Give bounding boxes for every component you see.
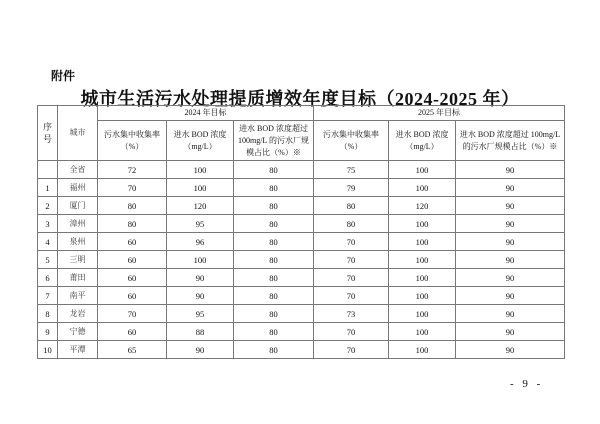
row-value: 80	[234, 287, 314, 305]
row-value: 70	[314, 251, 389, 269]
table-row	[38, 341, 565, 359]
header-group-2025: 2025 年目标	[314, 106, 565, 121]
row-value: 90	[456, 269, 565, 287]
row-value: 100	[167, 251, 234, 269]
targets-table	[37, 105, 565, 359]
row-value: 60	[98, 287, 167, 305]
row-value: 80	[314, 197, 389, 215]
row-city: 全省	[58, 161, 98, 179]
row-value: 100	[167, 179, 234, 197]
table-row	[38, 161, 565, 179]
row-value: 100	[389, 269, 456, 287]
row-value: 80	[234, 323, 314, 341]
row-index: 2	[38, 197, 58, 215]
page-title: 城市生活污水处理提质增效年度目标（2024-2025 年）	[80, 89, 520, 109]
row-value: 80	[98, 197, 167, 215]
table-row	[38, 305, 565, 323]
row-value: 70	[314, 341, 389, 359]
header-bod-share-2024: 进水 BOD 浓度超过 100mg/L 的污水厂规模占比（%）※	[234, 121, 314, 161]
table-row	[38, 233, 565, 251]
row-value: 90	[167, 287, 234, 305]
row-city: 漳州	[58, 215, 98, 233]
row-index: 4	[38, 233, 58, 251]
row-value: 90	[456, 161, 565, 179]
row-value: 80	[234, 233, 314, 251]
table-row	[38, 179, 565, 197]
row-value: 79	[314, 179, 389, 197]
row-index: 8	[38, 305, 58, 323]
row-value: 70	[314, 233, 389, 251]
header-bod-2024: 进水 BOD 浓度（mg/L）	[167, 121, 234, 161]
row-value: 60	[98, 323, 167, 341]
table-row	[38, 323, 565, 341]
header-city: 城市	[58, 106, 98, 161]
row-index: 7	[38, 287, 58, 305]
row-value: 80	[234, 251, 314, 269]
row-value: 70	[314, 287, 389, 305]
row-value: 80	[234, 161, 314, 179]
row-index: 6	[38, 269, 58, 287]
row-index: 9	[38, 323, 58, 341]
header-collection-rate-2024: 污水集中收集率（%）	[98, 121, 167, 161]
row-value: 100	[167, 161, 234, 179]
row-value: 90	[456, 233, 565, 251]
row-value: 70	[314, 269, 389, 287]
header-bod-share-2025: 进水 BOD 浓度超过 100mg/L 的污水厂规模占比（%）※	[456, 121, 565, 161]
row-value: 100	[389, 287, 456, 305]
row-city: 福州	[58, 179, 98, 197]
header-index: 序号	[38, 106, 58, 161]
row-index: 5	[38, 251, 58, 269]
row-value: 95	[167, 215, 234, 233]
row-value: 96	[167, 233, 234, 251]
table-row	[38, 215, 565, 233]
row-value: 100	[389, 341, 456, 359]
row-value: 80	[234, 179, 314, 197]
row-value: 90	[456, 305, 565, 323]
row-value: 100	[389, 305, 456, 323]
row-city: 平潭	[58, 341, 98, 359]
table-row	[38, 197, 565, 215]
row-value: 100	[389, 215, 456, 233]
row-city: 龙岩	[58, 305, 98, 323]
row-value: 88	[167, 323, 234, 341]
row-value: 60	[98, 233, 167, 251]
row-index: 1	[38, 179, 58, 197]
page-number: - 9 -	[510, 378, 544, 390]
row-value: 60	[98, 269, 167, 287]
row-value: 80	[234, 269, 314, 287]
row-value: 100	[389, 323, 456, 341]
row-value: 100	[389, 161, 456, 179]
row-value: 80	[234, 215, 314, 233]
row-value: 60	[98, 251, 167, 269]
row-value: 120	[389, 197, 456, 215]
header-collection-rate-2025: 污水集中收集率（%）	[314, 121, 389, 161]
row-city: 厦门	[58, 197, 98, 215]
table-row	[38, 251, 565, 269]
row-index: 3	[38, 215, 58, 233]
row-value: 100	[389, 251, 456, 269]
row-value: 80	[314, 215, 389, 233]
row-value: 90	[456, 323, 565, 341]
row-value: 90	[456, 197, 565, 215]
row-value: 73	[314, 305, 389, 323]
row-index	[38, 161, 58, 179]
row-value: 75	[314, 161, 389, 179]
row-city: 莆田	[58, 269, 98, 287]
row-value: 120	[167, 197, 234, 215]
row-value: 80	[234, 305, 314, 323]
row-value: 100	[389, 233, 456, 251]
row-value: 90	[167, 269, 234, 287]
row-value: 65	[98, 341, 167, 359]
header-bod-2025: 进水 BOD 浓度（mg/L）	[389, 121, 456, 161]
header-group-2024: 2024 年目标	[98, 106, 314, 121]
row-value: 70	[98, 179, 167, 197]
table-row	[38, 269, 565, 287]
row-value: 90	[456, 179, 565, 197]
attachment-label: 附件	[51, 69, 76, 83]
row-city: 三明	[58, 251, 98, 269]
row-city: 宁德	[58, 323, 98, 341]
row-value: 80	[98, 215, 167, 233]
row-city: 泉州	[58, 233, 98, 251]
row-value: 70	[314, 323, 389, 341]
row-value: 72	[98, 161, 167, 179]
row-value: 90	[456, 341, 565, 359]
row-value: 90	[456, 215, 565, 233]
row-value: 90	[167, 341, 234, 359]
row-value: 95	[167, 305, 234, 323]
row-value: 90	[456, 287, 565, 305]
row-value: 100	[389, 179, 456, 197]
row-value: 90	[456, 251, 565, 269]
row-value: 80	[234, 341, 314, 359]
row-value: 80	[234, 197, 314, 215]
row-index: 10	[38, 341, 58, 359]
table-row	[38, 287, 565, 305]
row-city: 南平	[58, 287, 98, 305]
row-value: 70	[98, 305, 167, 323]
